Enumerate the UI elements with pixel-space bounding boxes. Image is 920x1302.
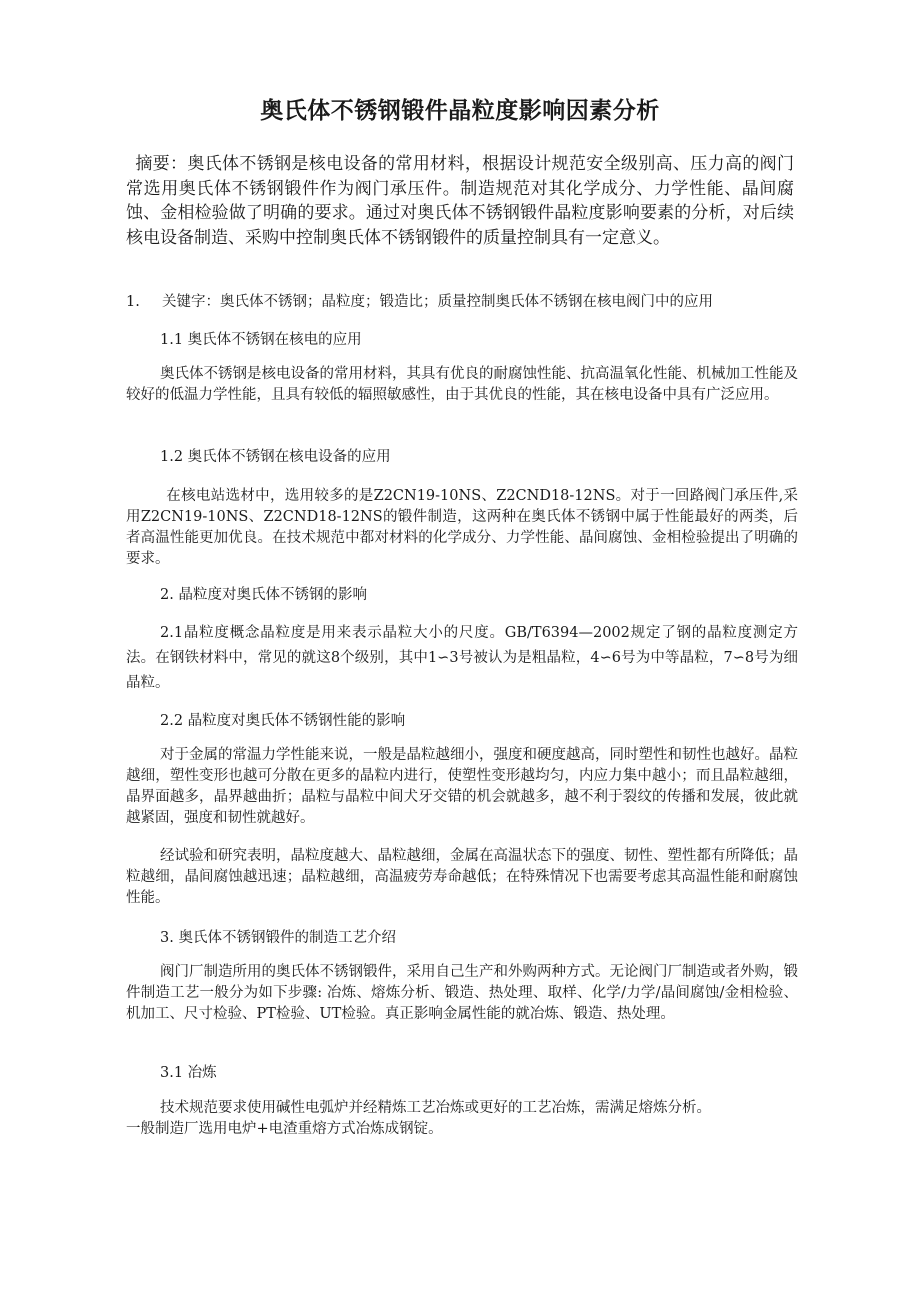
paragraph-3-1-line2: 一般制造厂选用电炉+电渣重熔方式冶炼成钢锭。 bbox=[126, 1121, 443, 1137]
heading-1-2: 1.2 奥氏体不锈钢在核电设备的应用 bbox=[160, 449, 391, 465]
paragraph-3-1-line1: 技术规范要求使用碱性电弧炉并经精炼工艺冶炼或更好的工艺冶炼，需满足熔炼分析。 bbox=[160, 1100, 711, 1116]
paragraph-1-2-text: 在核电站选材中，选用较多的是Z2CN19-10NS、Z2CND18-12NS。对于一回路阀门承压件,采用Z2CN19-10NS、Z2CND18-12NS的锻件制造，这两种在奥氏体不锈钢中属于性能最好的两类，后者高温性能更加优良。在技术规范中都对材料的化学成分、力学性能、晶间腐蚀、金相检验提出了明确的要求。 bbox=[126, 488, 798, 567]
paragraph-3 bbox=[126, 962, 798, 1025]
paragraph-1-1-text: 奥氏体不锈钢是核电设备的常用材料，其具有优良的耐腐蚀性能、抗高温氧化性能、机械加工性能及较好的低温力学性能，且具有较低的辐照敏感性，由于其优良的性能，其在核电设备中具有广泛应用。 bbox=[126, 366, 798, 403]
heading-3: 3. 奥氏体不锈钢锻件的制造工艺介绍 bbox=[160, 930, 396, 946]
paragraph-1-1 bbox=[126, 364, 798, 406]
abstract bbox=[126, 152, 794, 250]
heading-1-1: 1.1 奥氏体不锈钢在核电的应用 bbox=[160, 332, 362, 348]
keywords-text: 关键字：奥氏体不锈钢；晶粒度；锻造比；质量控制奥氏体不锈钢在核电阀门中的应用 bbox=[162, 294, 713, 310]
paragraph-2-1 bbox=[126, 621, 798, 696]
paragraph-1-2 bbox=[126, 486, 798, 570]
heading-2-2: 2.2 晶粒度对奥氏体不锈钢性能的影响 bbox=[160, 713, 406, 729]
heading-2: 2. 晶粒度对奥氏体不锈钢的影响 bbox=[160, 587, 367, 603]
paragraph-2-2-b-text: 经试验和研究表明，晶粒度越大、晶粒越细，金属在高温状态下的强度、韧性、塑性都有所降低；晶粒越细，晶间腐蚀越迅速；晶粒越细，高温疲劳寿命越低；在特殊情况下也需要考虑其高温性能和耐腐蚀性能。 bbox=[126, 848, 798, 906]
paragraph-3-text: 阀门厂制造所用的奥氏体不锈钢锻件，采用自己生产和外购两种方式。无论阀门厂制造或者外购，锻件制造工艺一般分为如下步骤: 冶炼、熔炼分析、锻造、热处理、取样、化学/力学/晶间腐蚀/金相检验、机加工、尺寸检验、PT检验、UT检验。真正影响金属性能的就冶炼、锻造、热处理。 bbox=[126, 964, 798, 1022]
paragraph-2-1-text: 2.1晶粒度概念晶粒度是用来表示晶粒大小的尺度。GB/T6394—2002规定了钢的晶粒度测定方法。在钢铁材料中，常见的就这8个级别，其中1∽3号被认为是粗晶粒，4∽6号为中等晶粒，7∽8号为细晶粒。 bbox=[126, 625, 798, 691]
keywords-line bbox=[126, 292, 806, 312]
paragraph-3-1 bbox=[126, 1098, 798, 1140]
page-title: 奥氏体不锈钢锻件晶粒度影响因素分析 bbox=[260, 97, 660, 124]
paragraph-2-2-a bbox=[126, 745, 798, 829]
abstract-text: 摘要：奥氏体不锈钢是核电设备的常用材料，根据设计规范安全级别高、压力高的阀门常选用奥氏体不锈钢锻件作为阀门承压件。制造规范对其化学成分、力学性能、晶间腐蚀、金相检验做了明确的要求。通过对奥氏体不锈钢锻件晶粒度影响要素的分析，对后续核电设备制造、采购中控制奥氏体不锈钢锻件的质量控制具有一定意义。 bbox=[126, 154, 794, 248]
paragraph-2-2-b bbox=[126, 846, 798, 909]
paragraph-2-2-a-text: 对于金属的常温力学性能来说，一般是晶粒越细小，强度和硬度越高，同时塑性和韧性也越好。晶粒越细，塑性变形也越可分散在更多的晶粒内进行，使塑性变形越均匀，内应力集中越小；而且晶粒越细，晶界面越多，晶界越曲折；晶粒与晶粒中间犬牙交错的机会就越多，越不利于裂纹的传播和发展，彼此就越紧固，强度和韧性就越好。 bbox=[126, 747, 798, 826]
heading-3-1: 3.1 冶炼 bbox=[160, 1065, 217, 1081]
keywords-number: 1. bbox=[126, 294, 140, 310]
